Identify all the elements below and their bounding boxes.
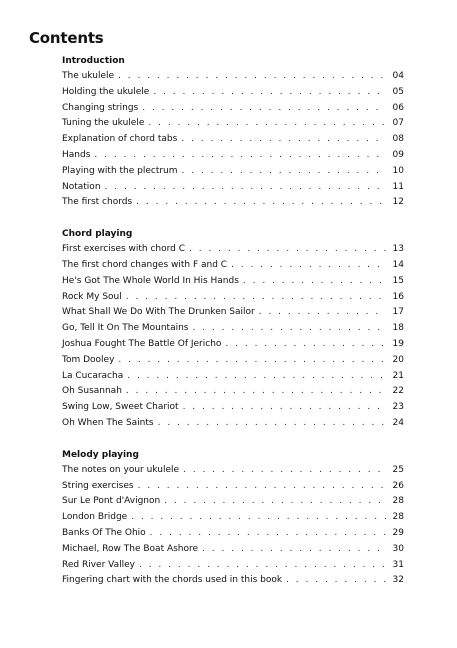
dot-leader (94, 148, 386, 164)
entry-page-number: 16 (392, 291, 404, 302)
entry-title: Oh Susannah (62, 386, 122, 397)
toc-entry[interactable] (62, 195, 404, 211)
entry-title: First exercises with chord C (62, 244, 186, 255)
toc-entry[interactable] (62, 274, 404, 290)
section-heading: Introduction (62, 56, 125, 66)
entry-title: Red River Valley (62, 559, 135, 570)
entry-title: Hands (62, 149, 91, 160)
toc-entry[interactable] (62, 148, 404, 164)
toc-entry[interactable] (62, 180, 404, 196)
dot-leader (202, 542, 386, 558)
dot-leader (118, 353, 386, 369)
toc-entry[interactable] (62, 558, 404, 574)
toc-entry[interactable] (62, 258, 404, 274)
toc-entry[interactable] (62, 400, 404, 416)
entry-page-number: 13 (392, 244, 404, 255)
entry-title: Oh When The Saints (62, 417, 154, 428)
section-heading: Chord playing (62, 229, 133, 240)
entry-title: Tuning the ukulele (62, 118, 145, 129)
dot-leader (148, 116, 386, 132)
entry-page-number: 07 (392, 118, 404, 129)
dot-leader (126, 290, 386, 306)
toc-entry[interactable] (62, 416, 404, 432)
entry-page-number: 12 (392, 197, 404, 208)
entry-page-number: 28 (392, 512, 404, 523)
entry-title: Sur Le Pont d'Avignon (62, 496, 161, 507)
toc-entry[interactable] (62, 573, 404, 589)
entry-page-number: 22 (392, 386, 404, 397)
entry-title: He's Got The Whole World In His Hands (62, 275, 239, 286)
entry-page-number: 15 (392, 275, 404, 286)
entry-title: The first chord changes with F and C (62, 259, 228, 270)
section-melody-playing (62, 448, 404, 589)
toc-entry[interactable] (62, 479, 404, 495)
entry-title: Playing with the plectrum (62, 165, 178, 176)
dot-leader (126, 384, 386, 400)
entry-title: London Bridge (62, 512, 128, 523)
dot-leader (158, 416, 386, 432)
toc-entry[interactable] (62, 463, 404, 479)
entry-page-number: 18 (392, 323, 404, 334)
entry-title: String exercises (62, 480, 134, 491)
toc-entry[interactable] (62, 526, 404, 542)
toc-entry[interactable] (62, 242, 404, 258)
dot-leader (136, 195, 386, 211)
toc-entry[interactable] (62, 116, 404, 132)
entry-page-number: 09 (392, 149, 404, 160)
entry-page-number: 26 (392, 480, 404, 491)
table-of-contents (62, 54, 404, 605)
dot-leader (192, 321, 386, 337)
toc-entry[interactable] (62, 321, 404, 337)
entry-page-number: 31 (392, 559, 404, 570)
dot-leader (150, 526, 386, 542)
dot-leader (153, 85, 386, 101)
toc-entry[interactable] (62, 384, 404, 400)
toc-entry[interactable] (62, 69, 404, 85)
entry-page-number: 06 (392, 102, 404, 113)
dot-leader (225, 337, 386, 353)
entry-title: Notation (62, 181, 101, 192)
dot-leader (131, 510, 386, 526)
dot-leader (138, 479, 386, 495)
section-introduction (62, 54, 404, 211)
entry-page-number: 21 (392, 370, 404, 381)
toc-entry[interactable] (62, 369, 404, 385)
entry-page-number: 10 (392, 165, 404, 176)
toc-entry[interactable] (62, 353, 404, 369)
toc-entry[interactable] (62, 101, 404, 117)
entry-page-number: 28 (392, 496, 404, 507)
dot-leader (127, 369, 386, 385)
toc-entry[interactable] (62, 337, 404, 353)
entry-title: Joshua Fought The Battle Of Jericho (62, 338, 222, 349)
section-heading: Melody playing (62, 449, 139, 460)
entry-title: Michael, Row The Boat Ashore (62, 543, 199, 554)
entry-page-number: 14 (392, 259, 404, 270)
entry-page-number: 29 (392, 527, 404, 538)
entry-page-number: 19 (392, 338, 404, 349)
toc-entry[interactable] (62, 290, 404, 306)
dot-leader (118, 69, 386, 85)
dot-leader (181, 132, 386, 148)
entry-page-number: 08 (392, 134, 404, 145)
entry-title: The ukulele (62, 71, 115, 81)
dot-leader (183, 463, 386, 479)
dot-leader (182, 164, 386, 180)
entry-title: Swing Low, Sweet Chariot (62, 402, 179, 413)
entry-page-number: 05 (392, 86, 404, 97)
entry-title: Go, Tell It On The Mountains (62, 323, 189, 334)
entry-title: The notes on your ukulele (62, 464, 180, 475)
entry-title: What Shall We Do With The Drunken Sailor (62, 307, 255, 318)
entry-page-number: 24 (392, 417, 404, 428)
page-title: Contents (29, 29, 104, 47)
entry-title: La Cucaracha (62, 370, 124, 381)
dot-leader (142, 101, 386, 117)
toc-entry[interactable] (62, 305, 404, 321)
toc-entry[interactable] (62, 542, 404, 558)
entry-page-number: 20 (392, 354, 404, 365)
dot-leader (139, 558, 386, 574)
entry-page-number: 11 (392, 181, 404, 192)
entry-title: Banks Of The Ohio (62, 527, 146, 538)
entry-page-number: 30 (392, 543, 404, 554)
entry-title: Holding the ukulele (62, 86, 150, 97)
entry-page-number: 32 (392, 575, 404, 586)
dot-leader (231, 258, 386, 274)
dot-leader (105, 180, 386, 196)
toc-entry[interactable] (62, 164, 404, 180)
dot-leader (189, 242, 386, 258)
entry-page-number: 04 (392, 71, 404, 81)
toc-entry[interactable] (62, 510, 404, 526)
entry-title: Fingering chart with the chords used in this book (62, 575, 283, 586)
dot-leader (183, 400, 386, 416)
entry-title: Tom Dooley (62, 354, 115, 365)
section-chord-playing (62, 227, 404, 432)
entry-title: Rock My Soul (62, 291, 122, 302)
entry-title: The first chords (62, 197, 133, 208)
dot-leader (243, 274, 386, 290)
entry-title: Explanation of chord tabs (62, 134, 178, 145)
entry-page-number: 25 (392, 464, 404, 475)
entry-title: Changing strings (62, 102, 139, 113)
toc-entry[interactable] (62, 494, 404, 510)
entry-page-number: 17 (392, 307, 404, 318)
entry-page-number: 23 (392, 402, 404, 413)
dot-leader (164, 494, 386, 510)
dot-leader (286, 573, 386, 589)
dot-leader (259, 305, 386, 321)
toc-entry[interactable] (62, 85, 404, 101)
toc-entry[interactable] (62, 132, 404, 148)
